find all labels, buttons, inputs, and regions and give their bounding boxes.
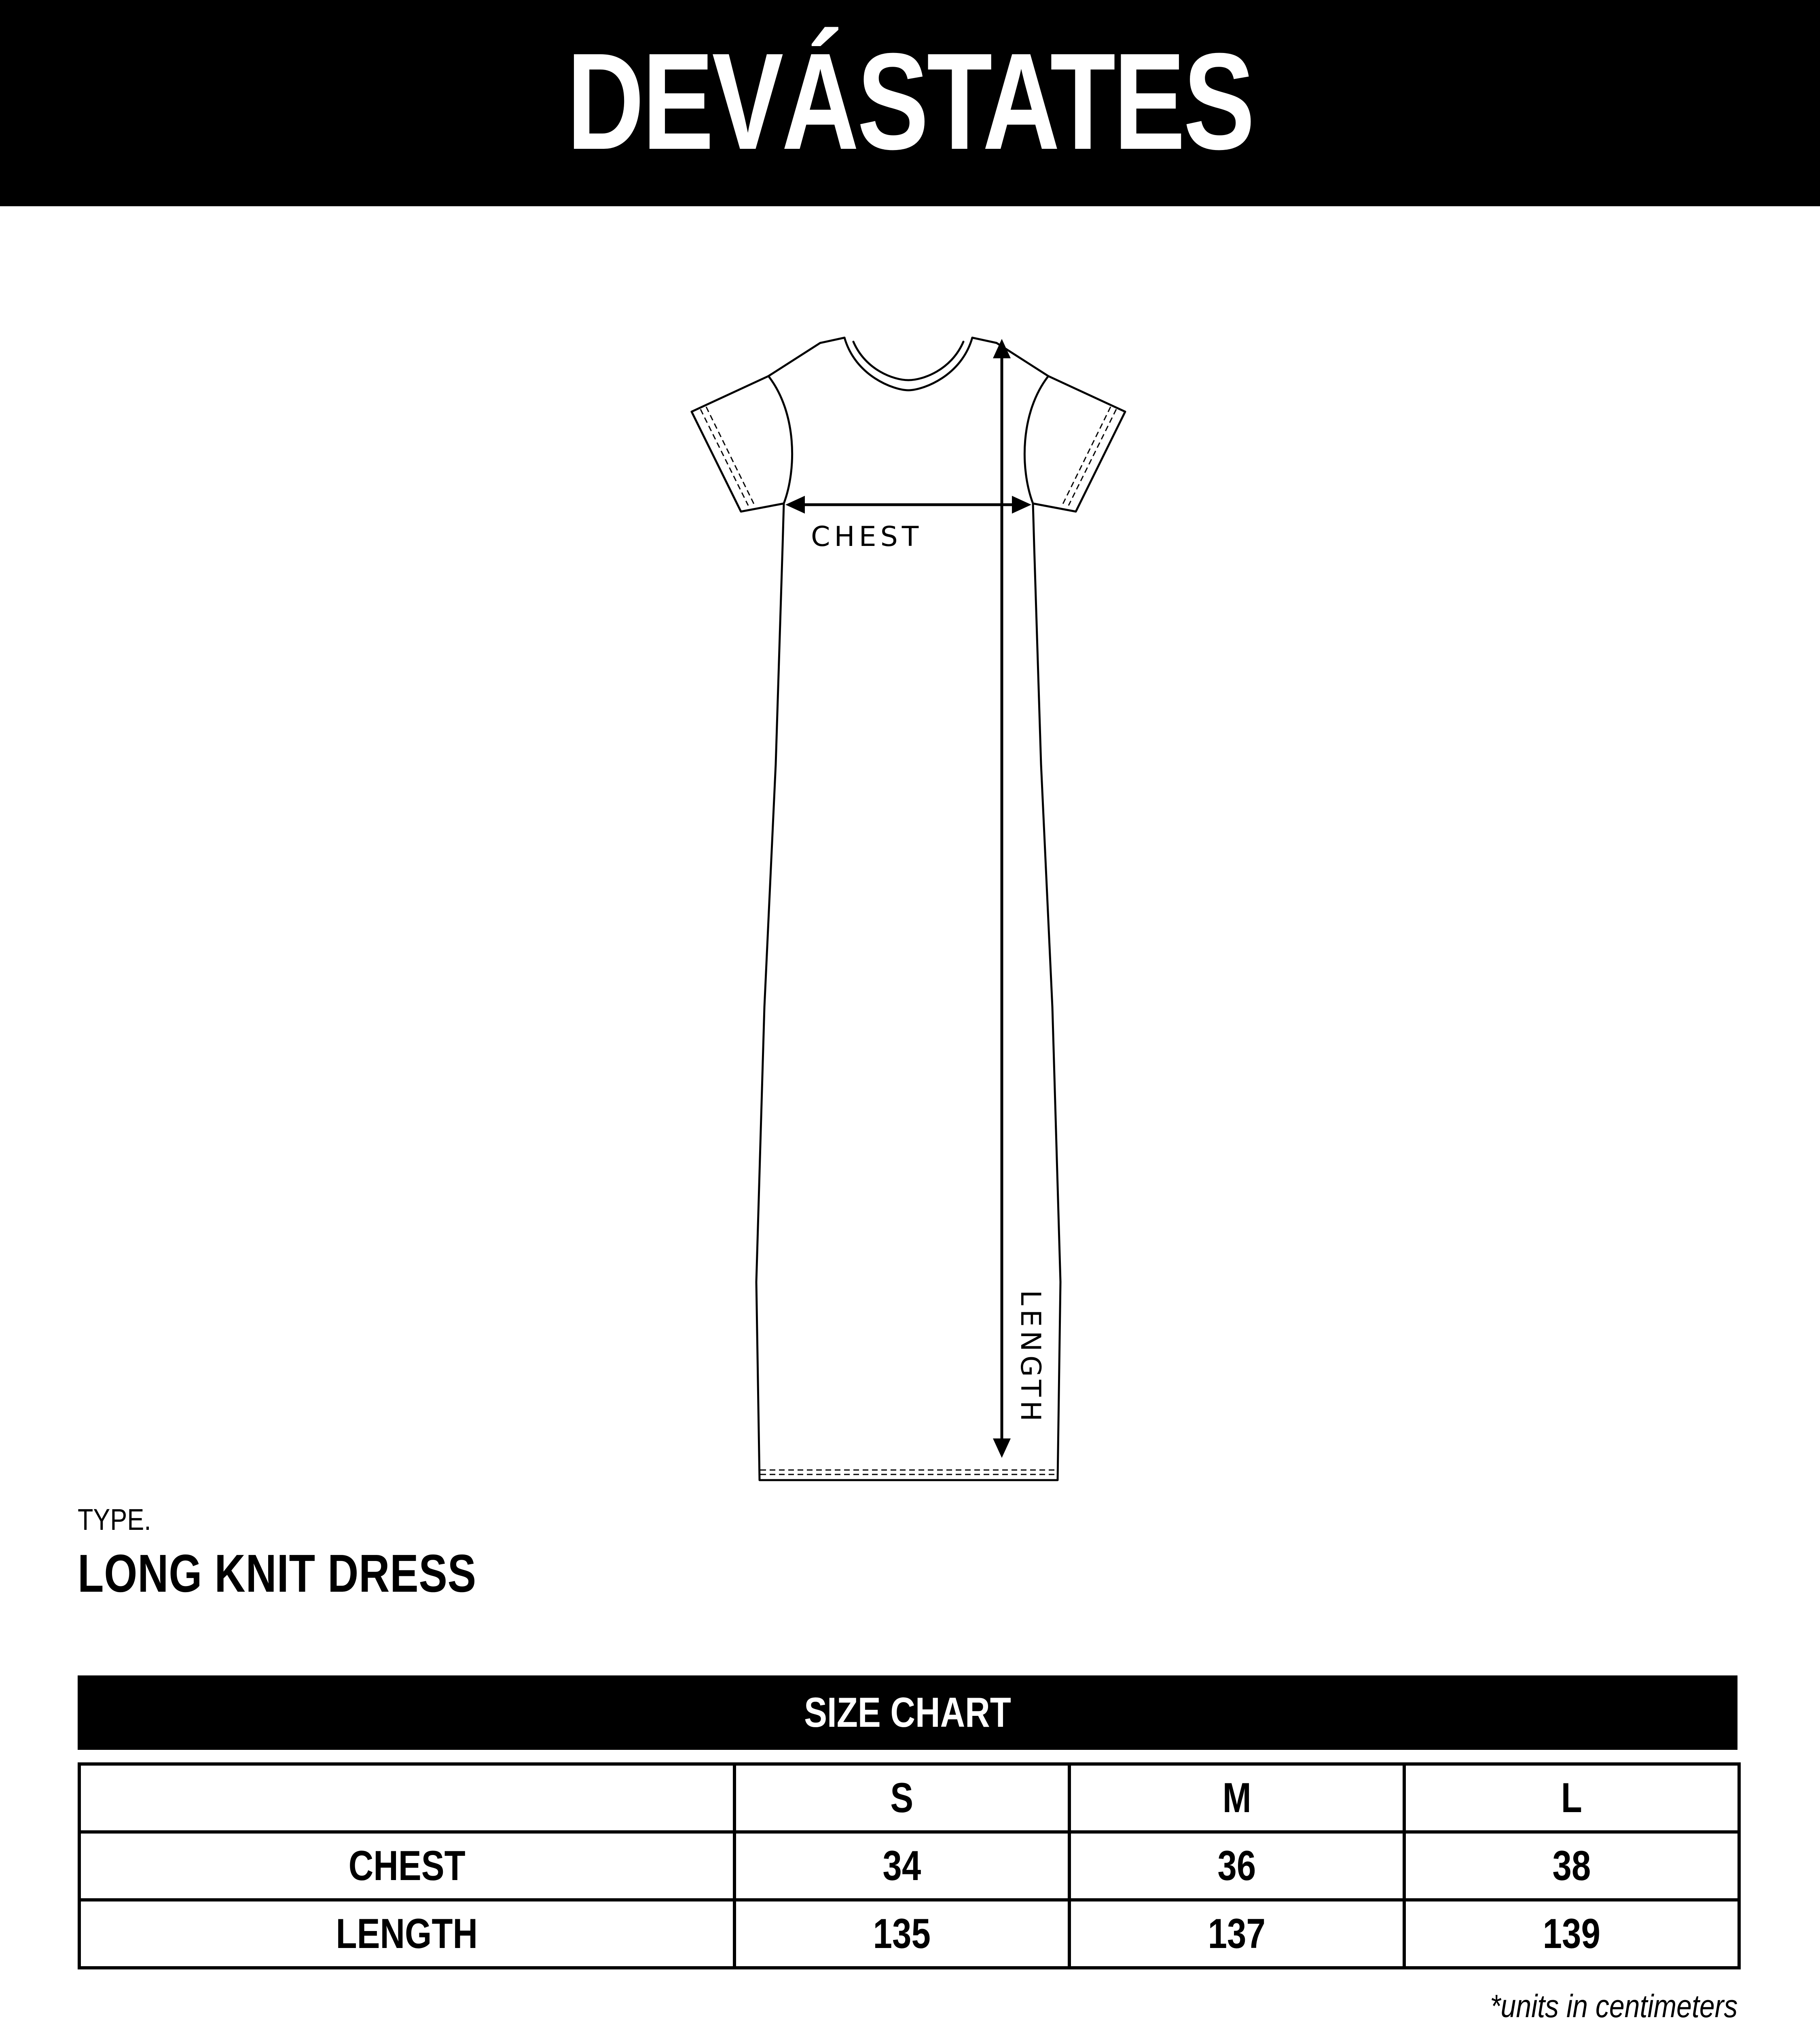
chest-label: CHEST [811, 521, 923, 553]
row-label: LENGTH [79, 1900, 734, 1968]
table-header-cell: S [734, 1764, 1069, 1832]
table-cell: 36 [1069, 1832, 1404, 1900]
table-header-cell [79, 1764, 734, 1832]
table-cell: 38 [1404, 1832, 1739, 1900]
table-cell: 34 [734, 1832, 1069, 1900]
table-cell: 135 [734, 1900, 1069, 1968]
product-name: LONG KNIT DRESS [78, 1544, 476, 1603]
table-header-cell: M [1069, 1764, 1404, 1832]
length-arrow [993, 339, 1011, 1458]
row-label: CHEST [79, 1832, 734, 1900]
units-note: *units in centimeters [1490, 1988, 1737, 2022]
table-cell: 139 [1404, 1900, 1739, 1968]
brand-logo: DEVÁSTATES [567, 25, 1253, 178]
table-cell: 137 [1069, 1900, 1404, 1968]
table-header-cell: L [1404, 1764, 1739, 1832]
size-chart-header [78, 1675, 1737, 1750]
size-table [78, 1762, 1741, 1969]
table-row [79, 1900, 1739, 1968]
table-header-row [79, 1764, 1739, 1832]
type-label: TYPE. [78, 1503, 151, 1536]
size-chart-title: SIZE CHART [804, 1689, 1011, 1736]
table-row [79, 1832, 1739, 1900]
length-label: LENGTH [1014, 1290, 1046, 1426]
dress-outline [667, 319, 1153, 1492]
garment-diagram [667, 319, 1153, 1492]
chest-arrow [785, 496, 1031, 514]
brand-header [0, 0, 1820, 206]
